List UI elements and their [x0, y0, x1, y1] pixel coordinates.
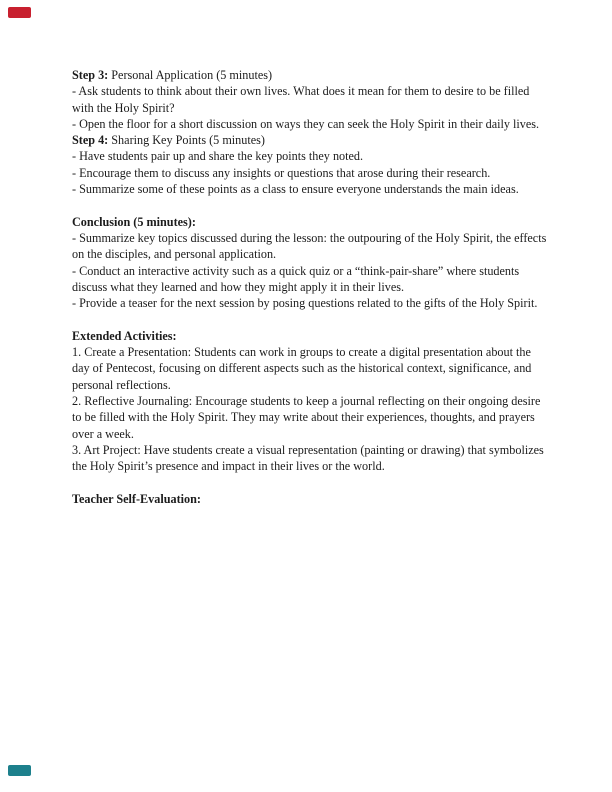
text-line: personal reflections. [72, 377, 171, 392]
text-line: the Holy Spirit’s presence and impact in their lives or the world. [72, 459, 385, 474]
text-line: over a week. [72, 426, 134, 441]
text-line: - Conduct an interactive activity such as a quick quiz or a “think-pair-share” where students [72, 263, 520, 278]
text-line: with the Holy Spirit? [72, 100, 175, 115]
text-line: 3. Art Project: Have students create a visual representation (painting or drawing) that symbolizes [72, 442, 544, 457]
text-line: to be filled with the Holy Spirit. They may write about their experiences, thoughts, and prayers [72, 410, 535, 425]
text-line: 2. Reflective Journaling: Encourage students to keep a journal reflecting on their ongoing desire [72, 393, 541, 408]
document-text [72, 67, 546, 507]
blank-line [72, 474, 546, 490]
text-line: - Encourage them to discuss any insights or questions that arose during their research. [72, 165, 491, 180]
text-line: 1. Create a Presentation: Students can work in groups to create a digital presentation about the [72, 345, 531, 360]
text-line: - Summarize key topics discussed during the lesson: the outpouring of the Holy Spirit, the effects [72, 230, 547, 245]
text-line: - Open the floor for a short discussion on ways they can seek the Holy Spirit in their daily lives. [72, 116, 540, 131]
section-heading-line: Step 3: Personal Application (5 minutes) [72, 68, 273, 82]
section-heading-line: Extended Activities: [72, 328, 177, 343]
section-heading-line: Teacher Self-Evaluation: [72, 491, 201, 506]
section-heading-line: Conclusion (5 minutes): [72, 214, 196, 229]
teal-page-marker [8, 765, 31, 776]
red-page-marker [8, 7, 31, 18]
text-line: day of Pentecost, focusing on different aspects such as the historical context, significance, and [72, 361, 532, 376]
text-line: - Ask students to think about their own lives. What does it mean for them to desire to be filled [72, 84, 530, 99]
blank-line [72, 311, 546, 327]
section-heading-line: Step 4: Sharing Key Points (5 minutes) [72, 133, 265, 148]
blank-line [72, 197, 546, 213]
text-line: discuss what they learned and how they might apply it in their lives. [72, 279, 405, 294]
text-line: - Provide a teaser for the next session by posing questions related to the gifts of the Holy Spirit. [72, 296, 538, 311]
text-line: - Have students pair up and share the key points they noted. [72, 149, 364, 164]
text-line: on the disciples, and personal application. [72, 247, 277, 262]
text-line: - Summarize some of these points as a class to ensure everyone understands the main ideas. [72, 182, 519, 197]
